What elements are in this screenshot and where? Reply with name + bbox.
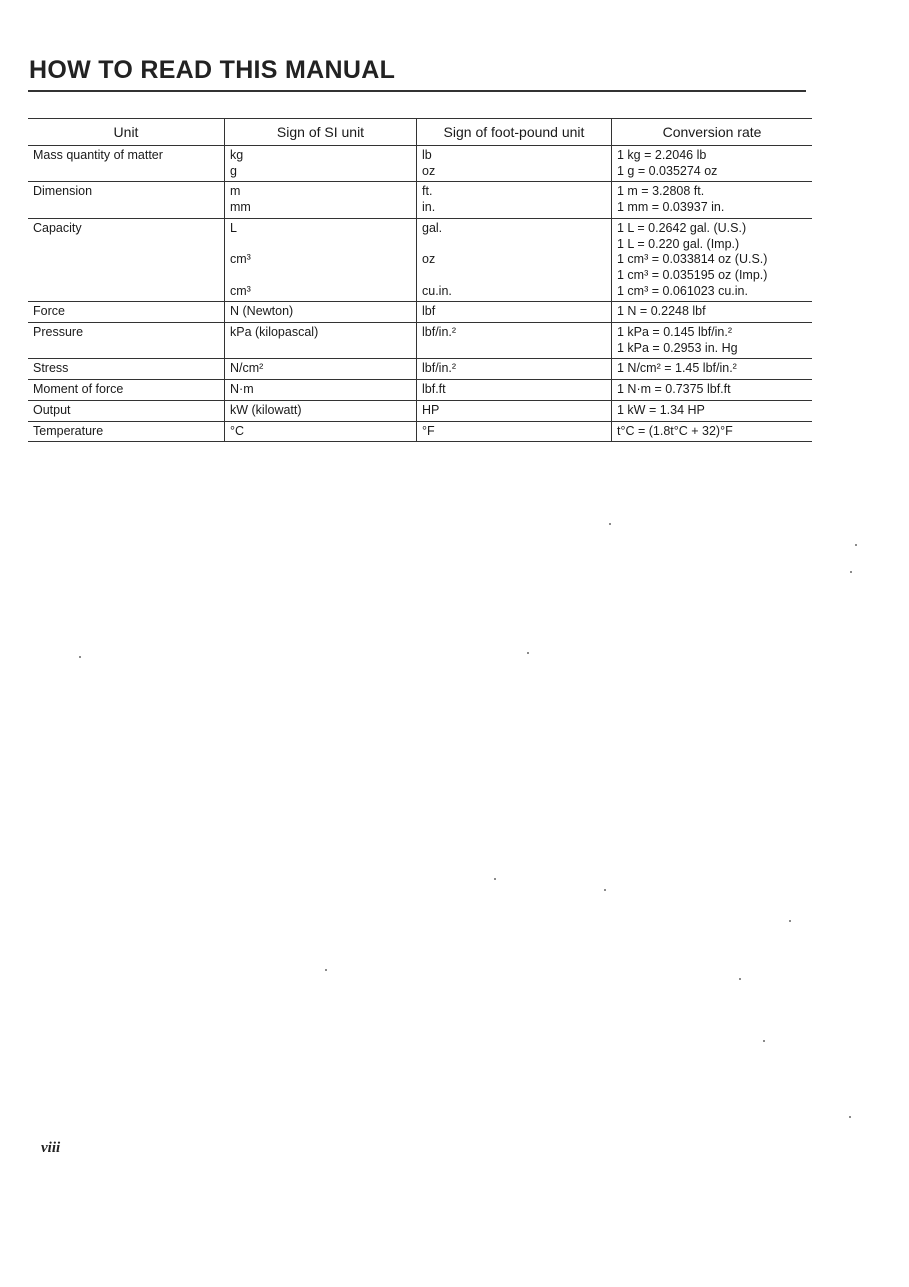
cell-conversion-rate bbox=[612, 146, 813, 182]
cell-line bbox=[422, 268, 606, 284]
cell-foot-pound-unit bbox=[417, 182, 612, 218]
cell-si-unit bbox=[225, 182, 417, 218]
table-row bbox=[28, 400, 812, 421]
cell-unit bbox=[28, 380, 225, 401]
cell-line: 1 L = 0.220 gal. (Imp.) bbox=[617, 236, 740, 251]
cell-line: 1 cm³ = 0.061023 cu.in. bbox=[617, 283, 748, 298]
scan-speck bbox=[325, 969, 327, 971]
header-foot-pound-unit: Sign of foot-pound unit bbox=[417, 119, 612, 146]
cell-line: Dimension bbox=[33, 184, 93, 199]
table-row bbox=[28, 302, 812, 323]
cell-line: t°C = (1.8t°C + 32)°F bbox=[617, 423, 733, 438]
cell-foot-pound-unit bbox=[417, 380, 612, 401]
cell-line: in. bbox=[422, 200, 436, 215]
scan-speck bbox=[789, 920, 791, 922]
cell-unit bbox=[28, 421, 225, 442]
table-row bbox=[28, 218, 812, 302]
scan-speck bbox=[850, 571, 852, 573]
cell-unit bbox=[28, 323, 225, 359]
cell-conversion-rate bbox=[612, 302, 813, 323]
cell-foot-pound-unit bbox=[417, 359, 612, 380]
cell-line: Mass quantity of matter bbox=[33, 148, 163, 162]
cell-line: lbf.ft bbox=[422, 382, 446, 397]
cell-foot-pound-unit bbox=[417, 146, 612, 182]
cell-si-unit bbox=[225, 146, 417, 182]
header-unit: Unit bbox=[28, 119, 225, 146]
scan-speck bbox=[855, 544, 857, 546]
page-number: viii bbox=[41, 1140, 61, 1156]
cell-foot-pound-unit bbox=[417, 400, 612, 421]
cell-line: kg bbox=[230, 148, 244, 162]
table-row bbox=[28, 323, 812, 359]
scan-speck bbox=[763, 1040, 765, 1042]
cell-line: 1 N = 0.2248 lbf bbox=[617, 304, 706, 319]
cell-unit bbox=[28, 218, 225, 302]
cell-line: 1 kW = 1.34 HP bbox=[617, 402, 705, 417]
cell-line: lb bbox=[422, 148, 432, 162]
cell-line: Capacity bbox=[33, 220, 82, 235]
cell-line bbox=[422, 237, 606, 253]
cell-si-unit bbox=[225, 323, 417, 359]
cell-foot-pound-unit bbox=[417, 302, 612, 323]
title-underline bbox=[28, 90, 806, 92]
cell-line: 1 mm = 0.03937 in. bbox=[617, 200, 725, 215]
cell-line bbox=[230, 237, 411, 253]
cell-si-unit bbox=[225, 421, 417, 442]
scan-speck bbox=[494, 878, 496, 880]
cell-si-unit bbox=[225, 380, 417, 401]
cell-unit bbox=[28, 359, 225, 380]
cell-foot-pound-unit bbox=[417, 421, 612, 442]
cell-line: HP bbox=[422, 402, 440, 417]
cell-line: 1 kg = 2.2046 lb bbox=[617, 148, 707, 162]
cell-unit bbox=[28, 182, 225, 218]
cell-line: 1 m = 3.2808 ft. bbox=[617, 184, 705, 199]
cell-line: lbf/in.² bbox=[422, 361, 457, 376]
cell-line: °F bbox=[422, 423, 435, 438]
cell-unit bbox=[28, 146, 225, 182]
cell-line: 1 cm³ = 0.033814 oz (U.S.) bbox=[617, 252, 768, 267]
cell-line: Pressure bbox=[33, 325, 84, 340]
cell-line: ft. bbox=[422, 184, 433, 199]
cell-line: cu.in. bbox=[422, 283, 452, 298]
cell-line: cm³ bbox=[230, 283, 251, 298]
cell-line: cm³ bbox=[230, 252, 251, 267]
cell-line: lbf bbox=[422, 304, 436, 319]
table-row bbox=[28, 421, 812, 442]
scan-speck bbox=[609, 523, 611, 525]
cell-line: oz bbox=[422, 252, 436, 267]
cell-si-unit bbox=[225, 218, 417, 302]
cell-line: oz bbox=[422, 163, 436, 178]
cell-line: Moment of force bbox=[33, 382, 124, 397]
table-row bbox=[28, 146, 812, 182]
cell-line: N (Newton) bbox=[230, 304, 294, 319]
cell-foot-pound-unit bbox=[417, 218, 612, 302]
cell-line: N·m bbox=[230, 382, 254, 397]
cell-si-unit bbox=[225, 302, 417, 323]
cell-line: Temperature bbox=[33, 423, 104, 438]
unit-conversion-table bbox=[28, 118, 812, 442]
table-body bbox=[28, 146, 812, 442]
cell-conversion-rate bbox=[612, 380, 813, 401]
cell-conversion-rate bbox=[612, 182, 813, 218]
scan-speck bbox=[527, 652, 529, 654]
cell-line: 1 L = 0.2642 gal. (U.S.) bbox=[617, 220, 747, 235]
cell-line: kPa (kilopascal) bbox=[230, 325, 319, 340]
cell-line: 1 kPa = 0.2953 in. Hg bbox=[617, 340, 738, 355]
cell-line: Force bbox=[33, 304, 65, 319]
cell-line: 1 cm³ = 0.035195 oz (Imp.) bbox=[617, 267, 768, 282]
cell-line: Output bbox=[33, 402, 71, 417]
cell-conversion-rate bbox=[612, 218, 813, 302]
cell-unit bbox=[28, 400, 225, 421]
scan-speck bbox=[79, 656, 81, 658]
table-row bbox=[28, 380, 812, 401]
cell-line: gal. bbox=[422, 220, 443, 235]
table-row bbox=[28, 182, 812, 218]
page-title: HOW TO READ THIS MANUAL bbox=[29, 56, 396, 84]
cell-line: mm bbox=[230, 200, 251, 215]
cell-conversion-rate bbox=[612, 359, 813, 380]
header-conversion-rate: Conversion rate bbox=[612, 119, 813, 146]
cell-foot-pound-unit bbox=[417, 323, 612, 359]
scan-speck bbox=[739, 978, 741, 980]
table-header bbox=[28, 119, 812, 146]
table-row bbox=[28, 359, 812, 380]
cell-line: 1 kPa = 0.145 lbf/in.² bbox=[617, 325, 733, 340]
cell-unit bbox=[28, 302, 225, 323]
cell-line bbox=[230, 268, 411, 284]
cell-line: m bbox=[230, 184, 241, 199]
cell-si-unit bbox=[225, 359, 417, 380]
cell-line: g bbox=[230, 163, 237, 178]
cell-conversion-rate bbox=[612, 323, 813, 359]
cell-line: 1 g = 0.035274 oz bbox=[617, 163, 718, 178]
header-si-unit: Sign of SI unit bbox=[225, 119, 417, 146]
cell-line: °C bbox=[230, 423, 245, 438]
scan-speck bbox=[604, 889, 606, 891]
cell-si-unit bbox=[225, 400, 417, 421]
cell-line: N/cm² bbox=[230, 361, 264, 376]
cell-line: L bbox=[230, 220, 237, 235]
cell-line: Stress bbox=[33, 361, 69, 376]
cell-conversion-rate bbox=[612, 421, 813, 442]
scan-speck bbox=[849, 1116, 851, 1118]
cell-line: 1 N/cm² = 1.45 lbf/in.² bbox=[617, 361, 737, 376]
cell-conversion-rate bbox=[612, 400, 813, 421]
cell-line: lbf/in.² bbox=[422, 325, 457, 340]
cell-line: kW (kilowatt) bbox=[230, 402, 302, 417]
header-row bbox=[28, 119, 812, 146]
cell-line: 1 N·m = 0.7375 lbf.ft bbox=[617, 382, 731, 397]
